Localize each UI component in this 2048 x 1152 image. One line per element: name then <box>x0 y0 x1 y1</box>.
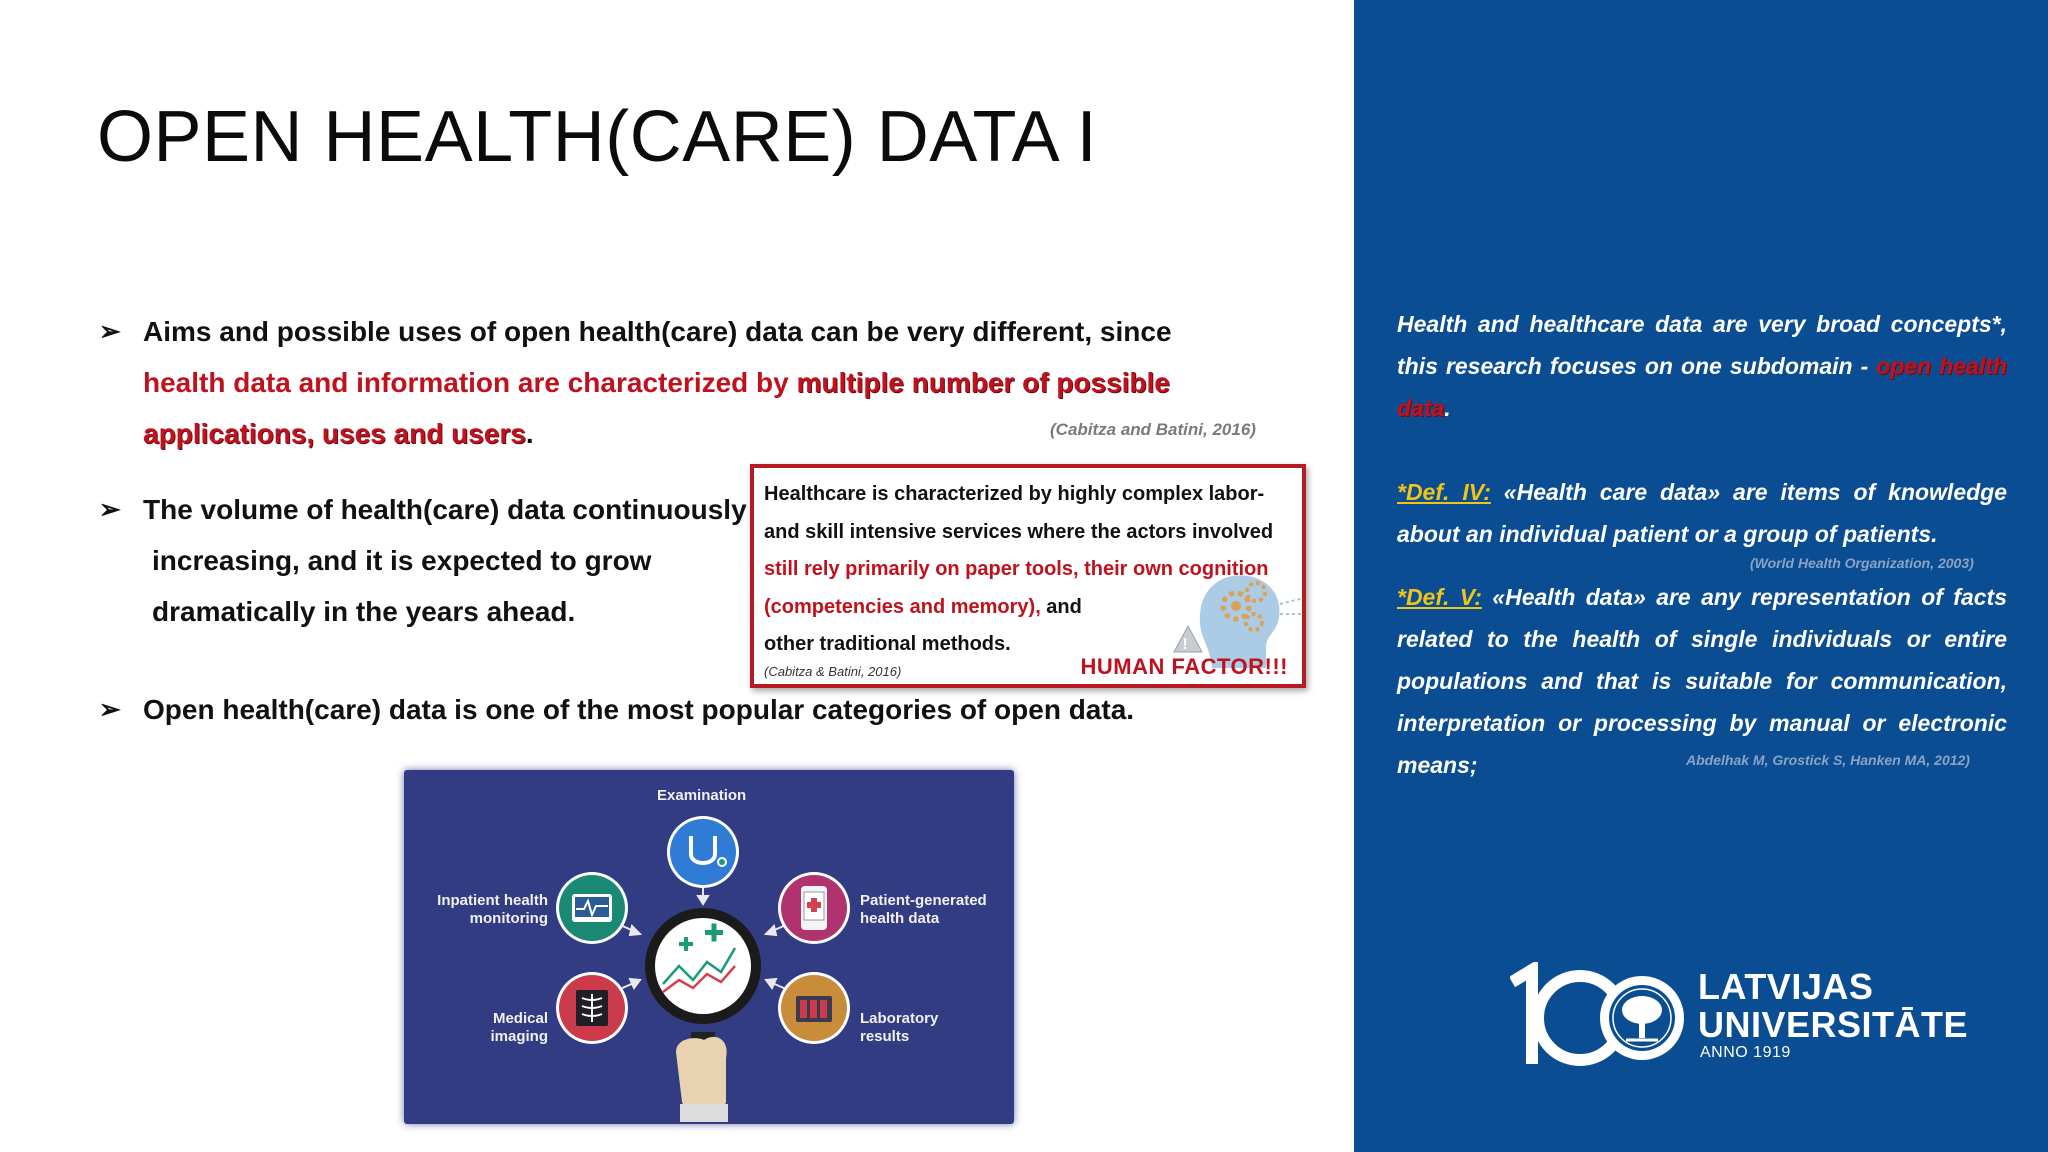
bullet-1-line-2 <box>143 357 1275 408</box>
bullet-1-period: . <box>525 418 534 449</box>
definition-4 <box>1397 471 2007 555</box>
right-intro-paragraph <box>1397 303 2007 429</box>
label-medical-line-1: Medical <box>492 1010 548 1027</box>
callout-citation: (Cabitza & Batini, 2016) <box>764 664 902 679</box>
label-patient-line-2: health data <box>860 910 940 927</box>
bullet-1-line-1: Aims and possible uses of open health(care) data can be very different, since <box>143 316 1172 347</box>
university-logo <box>1510 962 1969 1072</box>
definition-5-citation: Abdelhak M, Grostick S, Hanken MA, 2012) <box>1686 752 1970 768</box>
label-examination: Examination <box>657 787 747 804</box>
label-patient-line-1: Patient-generated <box>860 892 987 909</box>
callout-line-4-rest: and <box>1040 595 1082 618</box>
logo-anno: ANNO 1919 <box>1700 1044 1791 1061</box>
callout-line-5: other traditional methods. <box>764 633 1011 655</box>
logo-line-1: LATVIJAS <box>1698 966 1874 1007</box>
definition-5-text: «Health data» are any representation of facts related to the health of single individuals or entire populations and that is suitable for communication, interpretation or processing by manual or electronic means; <box>1397 584 2007 778</box>
definition-4-text: «Health care data» are items of knowledge about an individual patient or a group of patients. <box>1397 479 2008 547</box>
bullet-1-emph-text-2: applications, uses and users <box>143 418 526 449</box>
callout-line-4-red: (competencies and memory), <box>764 595 1041 618</box>
centenary-100-logo-icon <box>1510 962 1690 1072</box>
bullet-2-line-2: increasing, and it is expected to grow <box>152 545 652 576</box>
human-factor-callout <box>750 464 1306 688</box>
bullet-arrow-icon: ➢ <box>99 694 121 724</box>
logo-text <box>1698 968 1968 1044</box>
label-lab-line-1: Laboratory <box>860 1010 939 1027</box>
right-intro-end: . <box>1444 395 1451 421</box>
label-lab-line-2: results <box>860 1028 910 1045</box>
definition-5-tag: *Def. V: <box>1397 584 1482 610</box>
human-factor-label: HUMAN FACTOR!!! <box>1080 654 1288 679</box>
bullet-2-line-3: dramatically in the years ahead. <box>152 596 576 627</box>
bullet-1-citation: (Cabitza and Batini, 2016) <box>1050 420 1256 439</box>
slide-title: OPEN HEALTH(CARE) DATA I <box>97 97 1098 177</box>
bullet-arrow-icon: ➢ <box>99 494 121 524</box>
label-inpatient-line-1: Inpatient health <box>437 892 548 909</box>
label-medical-imaging <box>414 1010 548 1046</box>
callout-text <box>764 476 1294 664</box>
logo-line-2: UNIVERSITĀTE <box>1698 1004 1969 1045</box>
callout-line-3: still rely primarily on paper tools, their own cognition <box>764 558 1269 580</box>
bullet-2 <box>99 484 763 637</box>
callout-line-4 <box>764 589 1294 627</box>
label-laboratory <box>860 1010 938 1046</box>
label-inpatient-line-2: monitoring <box>469 910 548 927</box>
label-medical-line-2: imaging <box>490 1028 548 1045</box>
right-intro-highlight: open health data <box>1397 353 2008 421</box>
definition-4-tag: *Def. IV: <box>1397 479 1491 505</box>
bullet-1-emph-text: multiple number of possible <box>796 367 1170 398</box>
bullet-2-line-1: The volume of health(care) data continuously <box>143 494 747 525</box>
bullet-arrow-icon: ➢ <box>99 316 121 346</box>
callout-line-2: and skill intensive services where the actors involved <box>764 520 1274 543</box>
label-inpatient <box>414 892 548 928</box>
svg-text:!: ! <box>1182 636 1188 653</box>
health-data-sources-diagram <box>404 770 1014 1124</box>
definition-4-citation: (World Health Organization, 2003) <box>1750 555 1974 571</box>
diagram-graphic <box>404 770 1014 1124</box>
label-patient-generated <box>860 892 987 928</box>
callout-line-1: Healthcare is characterized by highly complex labor- <box>764 483 1265 505</box>
right-intro-text: Health and healthcare data are very broad concepts*, this research focuses on one subdomain - <box>1397 311 2007 379</box>
bullet-3-text: Open health(care) data is one of the most popular categories of open data. <box>143 694 1135 725</box>
bullet-1-red-text: health data and information are characterized by <box>143 367 797 398</box>
bullet-3 <box>99 684 1243 735</box>
